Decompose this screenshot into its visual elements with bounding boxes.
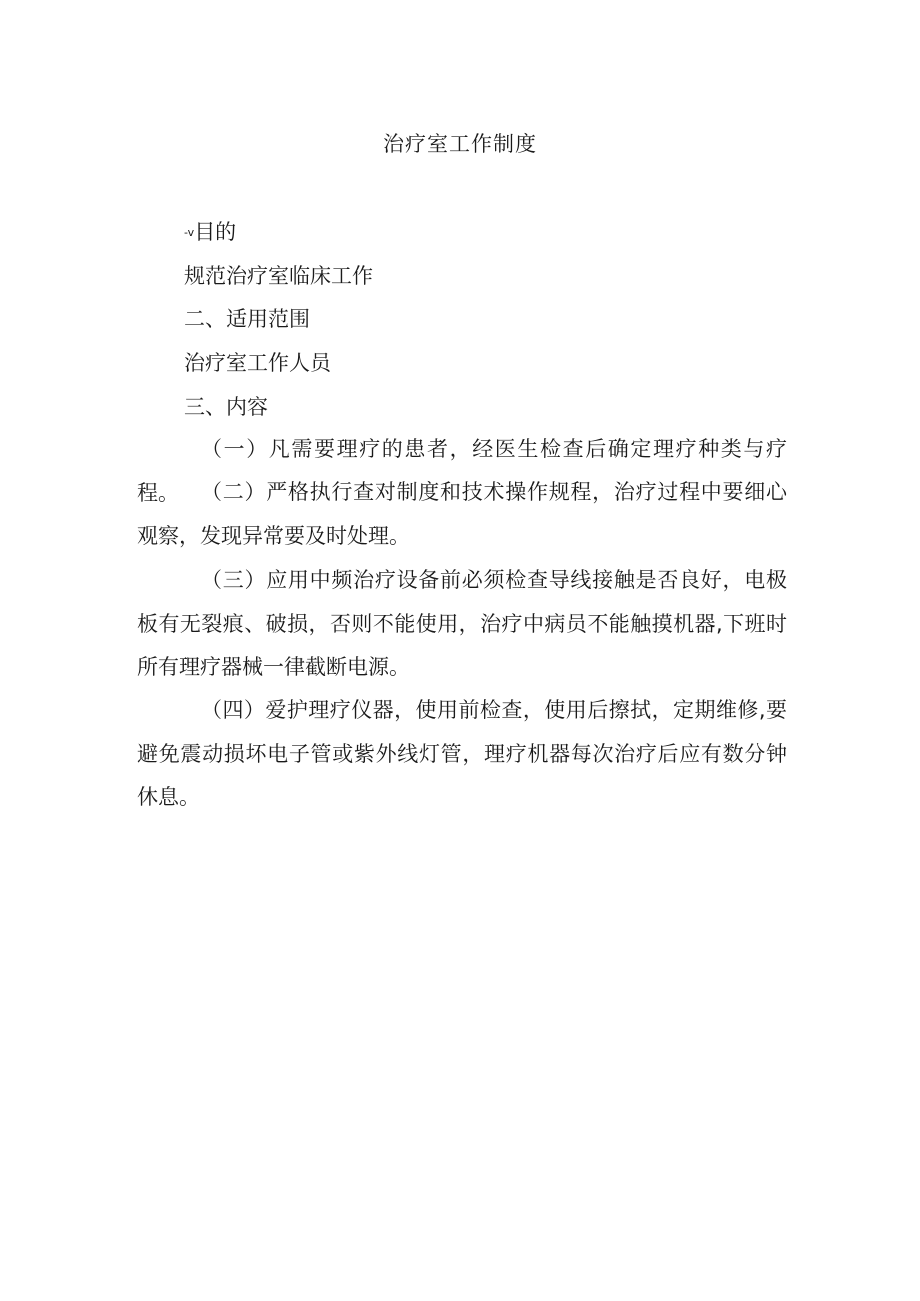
section-body-scope: 治疗室工作人员: [184, 351, 331, 375]
section-number-marker: -v: [184, 226, 195, 239]
document-title: 治疗室工作制度: [383, 132, 537, 156]
section-heading-content: 三、内容: [184, 395, 268, 419]
content-item-3: （三）应用中频治疗设备前必须检查导线接触是否良好，电极板有无裂痕、破损，否则不能使用，治疗中病员不能触摸机器,下班时所有理疗器械一律截断电源。: [137, 568, 787, 679]
content-item-2: （二）严格执行查对制度和技术操作规程，治疗过程中要细心观察，发现异常要及时处理。: [137, 480, 787, 548]
section-heading-text: 目的: [194, 220, 237, 244]
section-heading-purpose: [184, 216, 236, 249]
content-item-1: （一）凡需要理疗的患者，经医生检查后确定理疗种类与疗程。: [137, 437, 787, 505]
section-body-purpose: 规范治疗室临床工作: [184, 264, 373, 288]
section-heading-scope: 二、适用范围: [184, 307, 310, 331]
content-item-4: （四）爱护理疗仪器，使用前检查，使用后擦拭，定期维修,要避免震动损坏电子管或紫外线灯管，理疗机器每次治疗后应有数分钟休息。: [137, 698, 787, 809]
